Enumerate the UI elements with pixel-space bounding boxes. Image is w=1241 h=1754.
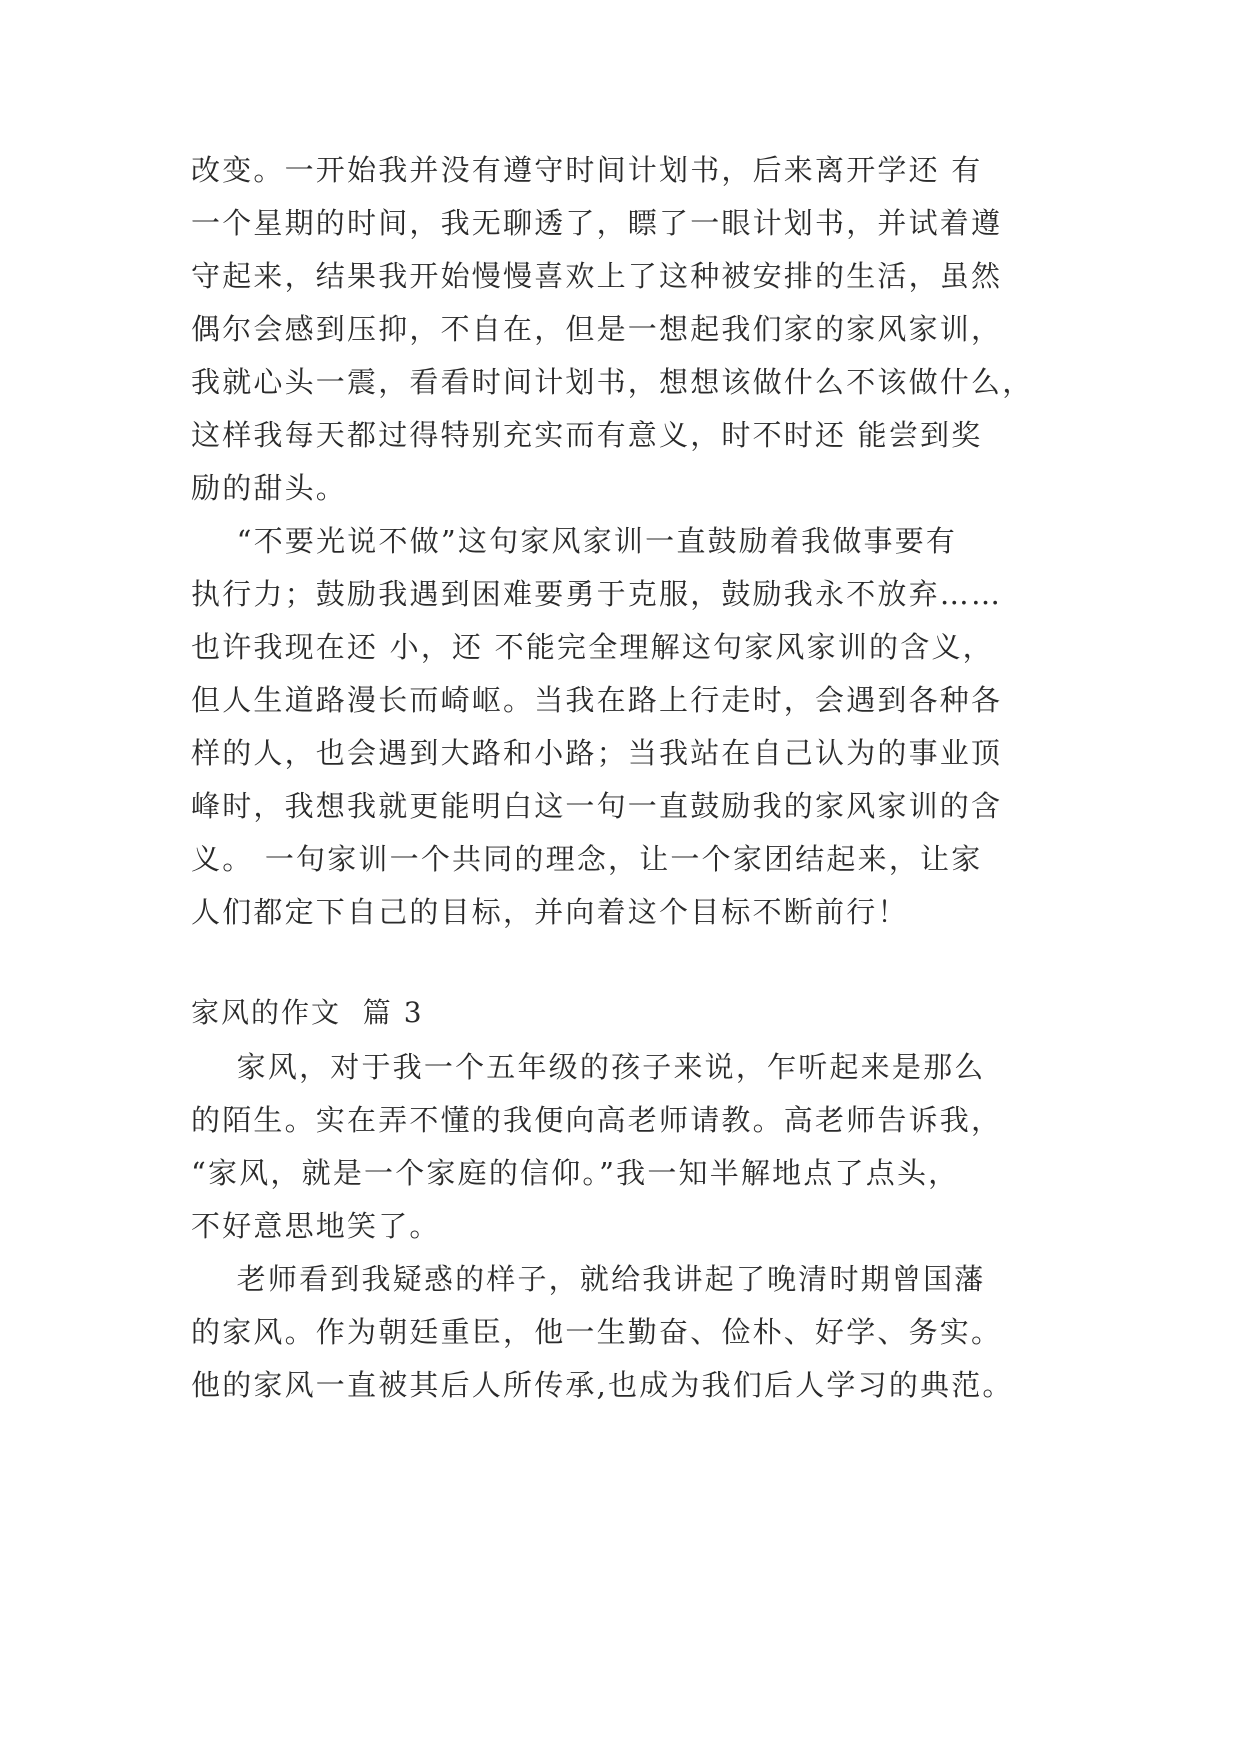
paragraph-line: 的家风。作为朝廷重臣，他一生勤奋、俭朴、好学、务实。 [191,1315,1003,1349]
paragraph-line: 也许我现在还 小，还 不能完全理解这句家风家训的含义， [191,630,994,664]
paragraph-line: 但人生道路漫长而崎岖。当我在路上行走时，会遇到各种各 [191,683,1003,717]
paragraph-line: 执行力；鼓励我遇到困难要勇于克服，鼓励我永不放弃…… [191,577,1003,611]
paragraph-line: 不好意思地笑了。 [191,1209,441,1243]
section-heading: 家风的作文 篇 3 [191,996,424,1029]
paragraph-line: 他的家风一直被其后人所传承,也成为我们后人学习的典范。 [191,1368,1014,1402]
paragraph-line: 守起来，结果我开始慢慢喜欢上了这种被安排的生活，虽然 [191,259,1003,293]
paragraph-line: 峰时，我想我就更能明白这一句一直鼓励我的家风家训的含 [191,789,1003,823]
paragraph-line: 改变。一开始我并没有遵守时间计划书，后来离开学还 有 [191,153,983,187]
paragraph-line: 偶尔会感到压抑，不自在，但是一想起我们家的家风家训， [191,312,1003,346]
paragraph-line: “不要光说不做”这句家风家训一直鼓励着我做事要有 [191,524,958,558]
paragraph-line: 我就心头一震，看看时间计划书，想想该做什么不该做什么， [191,365,1034,399]
paragraph-line: “家风，就是一个家庭的信仰。”我一知半解地点了点头， [191,1156,960,1190]
paragraph-line: 励的甜头。 [191,471,348,505]
paragraph-line: 老师看到我疑惑的样子，就给我讲起了晚清时期曾国藩 [191,1262,986,1296]
paragraph-line: 家风，对于我一个五年级的孩子来说，乍听起来是那么 [191,1050,986,1084]
paragraph-line: 人们都定下自己的目标，并向着这个目标不断前行！ [191,895,909,929]
paragraph-line: 一个星期的时间，我无聊透了，瞟了一眼计划书，并试着遵 [191,206,1003,240]
paragraph-line: 的陌生。实在弄不懂的我便向高老师请教。高老师告诉我， [191,1103,1003,1137]
paragraph-line: 义。 一句家训一个共同的理念，让一个家团结起来，让家 [191,842,983,876]
paragraph-line: 这样我每天都过得特别充实而有意义，时不时还 能尝到奖 [191,418,983,452]
paragraph-line: 样的人，也会遇到大路和小路；当我站在自己认为的事业顶 [191,736,1003,770]
